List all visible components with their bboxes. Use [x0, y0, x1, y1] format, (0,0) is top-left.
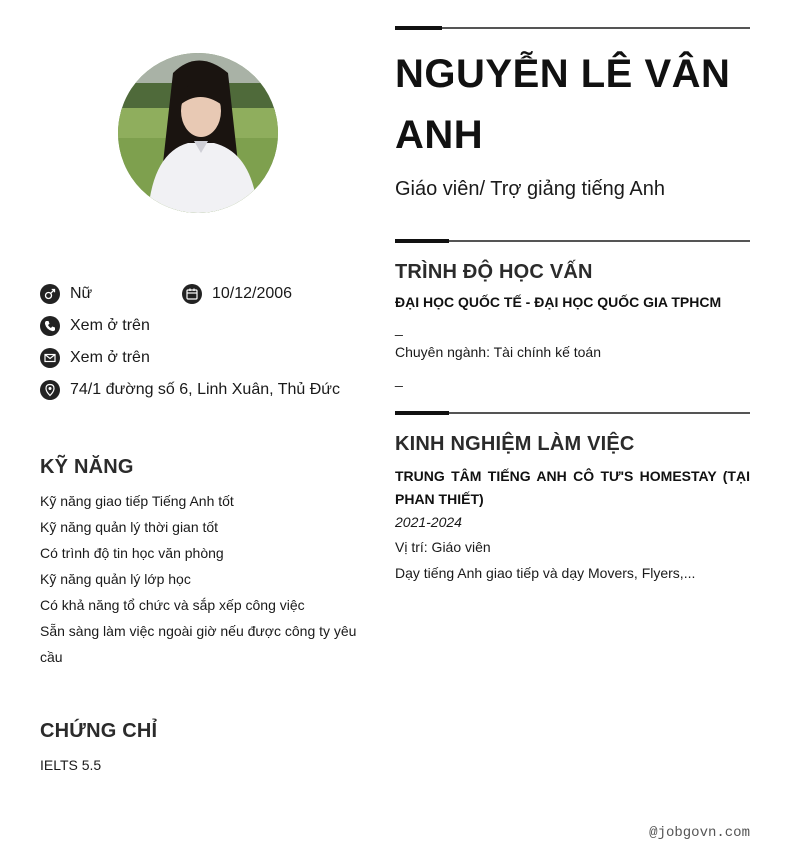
info-row-address	[40, 374, 360, 406]
phone-value: Xem ở trên	[70, 317, 150, 334]
divider	[395, 240, 750, 242]
watermark: @jobgovn.com	[649, 825, 750, 841]
list-item: Có khả năng tổ chức và sắp xếp công việc	[40, 597, 305, 613]
list-item: Kỹ năng giao tiếp Tiếng Anh tốt	[40, 493, 234, 509]
mail-icon	[40, 348, 60, 368]
email-value: Xem ở trên	[70, 349, 150, 366]
education-separator: _	[395, 320, 403, 336]
list-item: Kỹ năng quản lý lớp học	[40, 571, 191, 587]
experience-period: 2021-2024	[395, 514, 462, 530]
phone-icon	[40, 316, 60, 336]
list-item: IELTS 5.5	[40, 757, 102, 773]
divider	[395, 412, 750, 414]
list-item: Kỹ năng quản lý thời gian tốt	[40, 519, 219, 535]
experience-section	[395, 433, 750, 586]
skills-section	[40, 456, 360, 670]
info-row-gender-birthdate	[40, 278, 360, 310]
education-title: TRÌNH ĐỘ HỌC VẤN	[395, 261, 593, 283]
info-row-email	[40, 342, 360, 374]
gender-value: Nữ	[70, 285, 93, 302]
location-pin-icon	[40, 380, 60, 400]
education-separator: _	[395, 371, 403, 387]
experience-description: Dạy tiếng Anh giao tiếp và dạy Movers, Flyers,...	[395, 565, 696, 581]
personal-info	[40, 278, 360, 406]
avatar	[118, 53, 278, 213]
experience-position: Vị trí: Giáo viên	[395, 539, 491, 555]
education-institution: ĐẠI HỌC QUỐC TẾ - ĐẠI HỌC QUỐC GIA TPHCM	[395, 294, 722, 310]
experience-title: KINH NGHIỆM LÀM VIỆC	[395, 433, 635, 455]
certificates-title: CHỨNG CHỈ	[40, 720, 158, 742]
education-divider	[395, 240, 750, 242]
skills-title: KỸ NĂNG	[40, 456, 134, 478]
address-value: 74/1 đường số 6, Linh Xuân, Thủ Đức	[70, 381, 341, 398]
experience-divider	[395, 412, 750, 414]
certificates-section	[40, 720, 360, 778]
divider	[395, 27, 750, 29]
skills-list	[40, 488, 360, 670]
birthdate-field	[182, 284, 292, 304]
header-divider	[395, 27, 750, 29]
info-row-phone	[40, 310, 360, 342]
list-item: Có trình độ tin học văn phòng	[40, 545, 224, 561]
gender-icon	[40, 284, 60, 304]
certificates-list	[40, 752, 360, 778]
birthdate-value: 10/12/2006	[212, 285, 293, 302]
calendar-icon	[182, 284, 202, 304]
experience-organization: TRUNG TÂM TIẾNG ANH CÔ TƯ'S HOMESTAY (TẠI PHAN THIẾT)	[395, 468, 750, 507]
header	[395, 44, 750, 201]
education-section	[395, 261, 750, 389]
gender-field	[40, 284, 182, 304]
education-major: Chuyên ngành: Tài chính kế toán	[395, 344, 602, 360]
list-item: Sẵn sàng làm việc ngoài giờ nếu được công ty yêu cầu	[40, 623, 357, 665]
job-title: Giáo viên/ Trợ giảng tiếng Anh	[395, 178, 665, 200]
candidate-name: NGUYỄN LÊ VÂN ANH	[395, 52, 731, 157]
